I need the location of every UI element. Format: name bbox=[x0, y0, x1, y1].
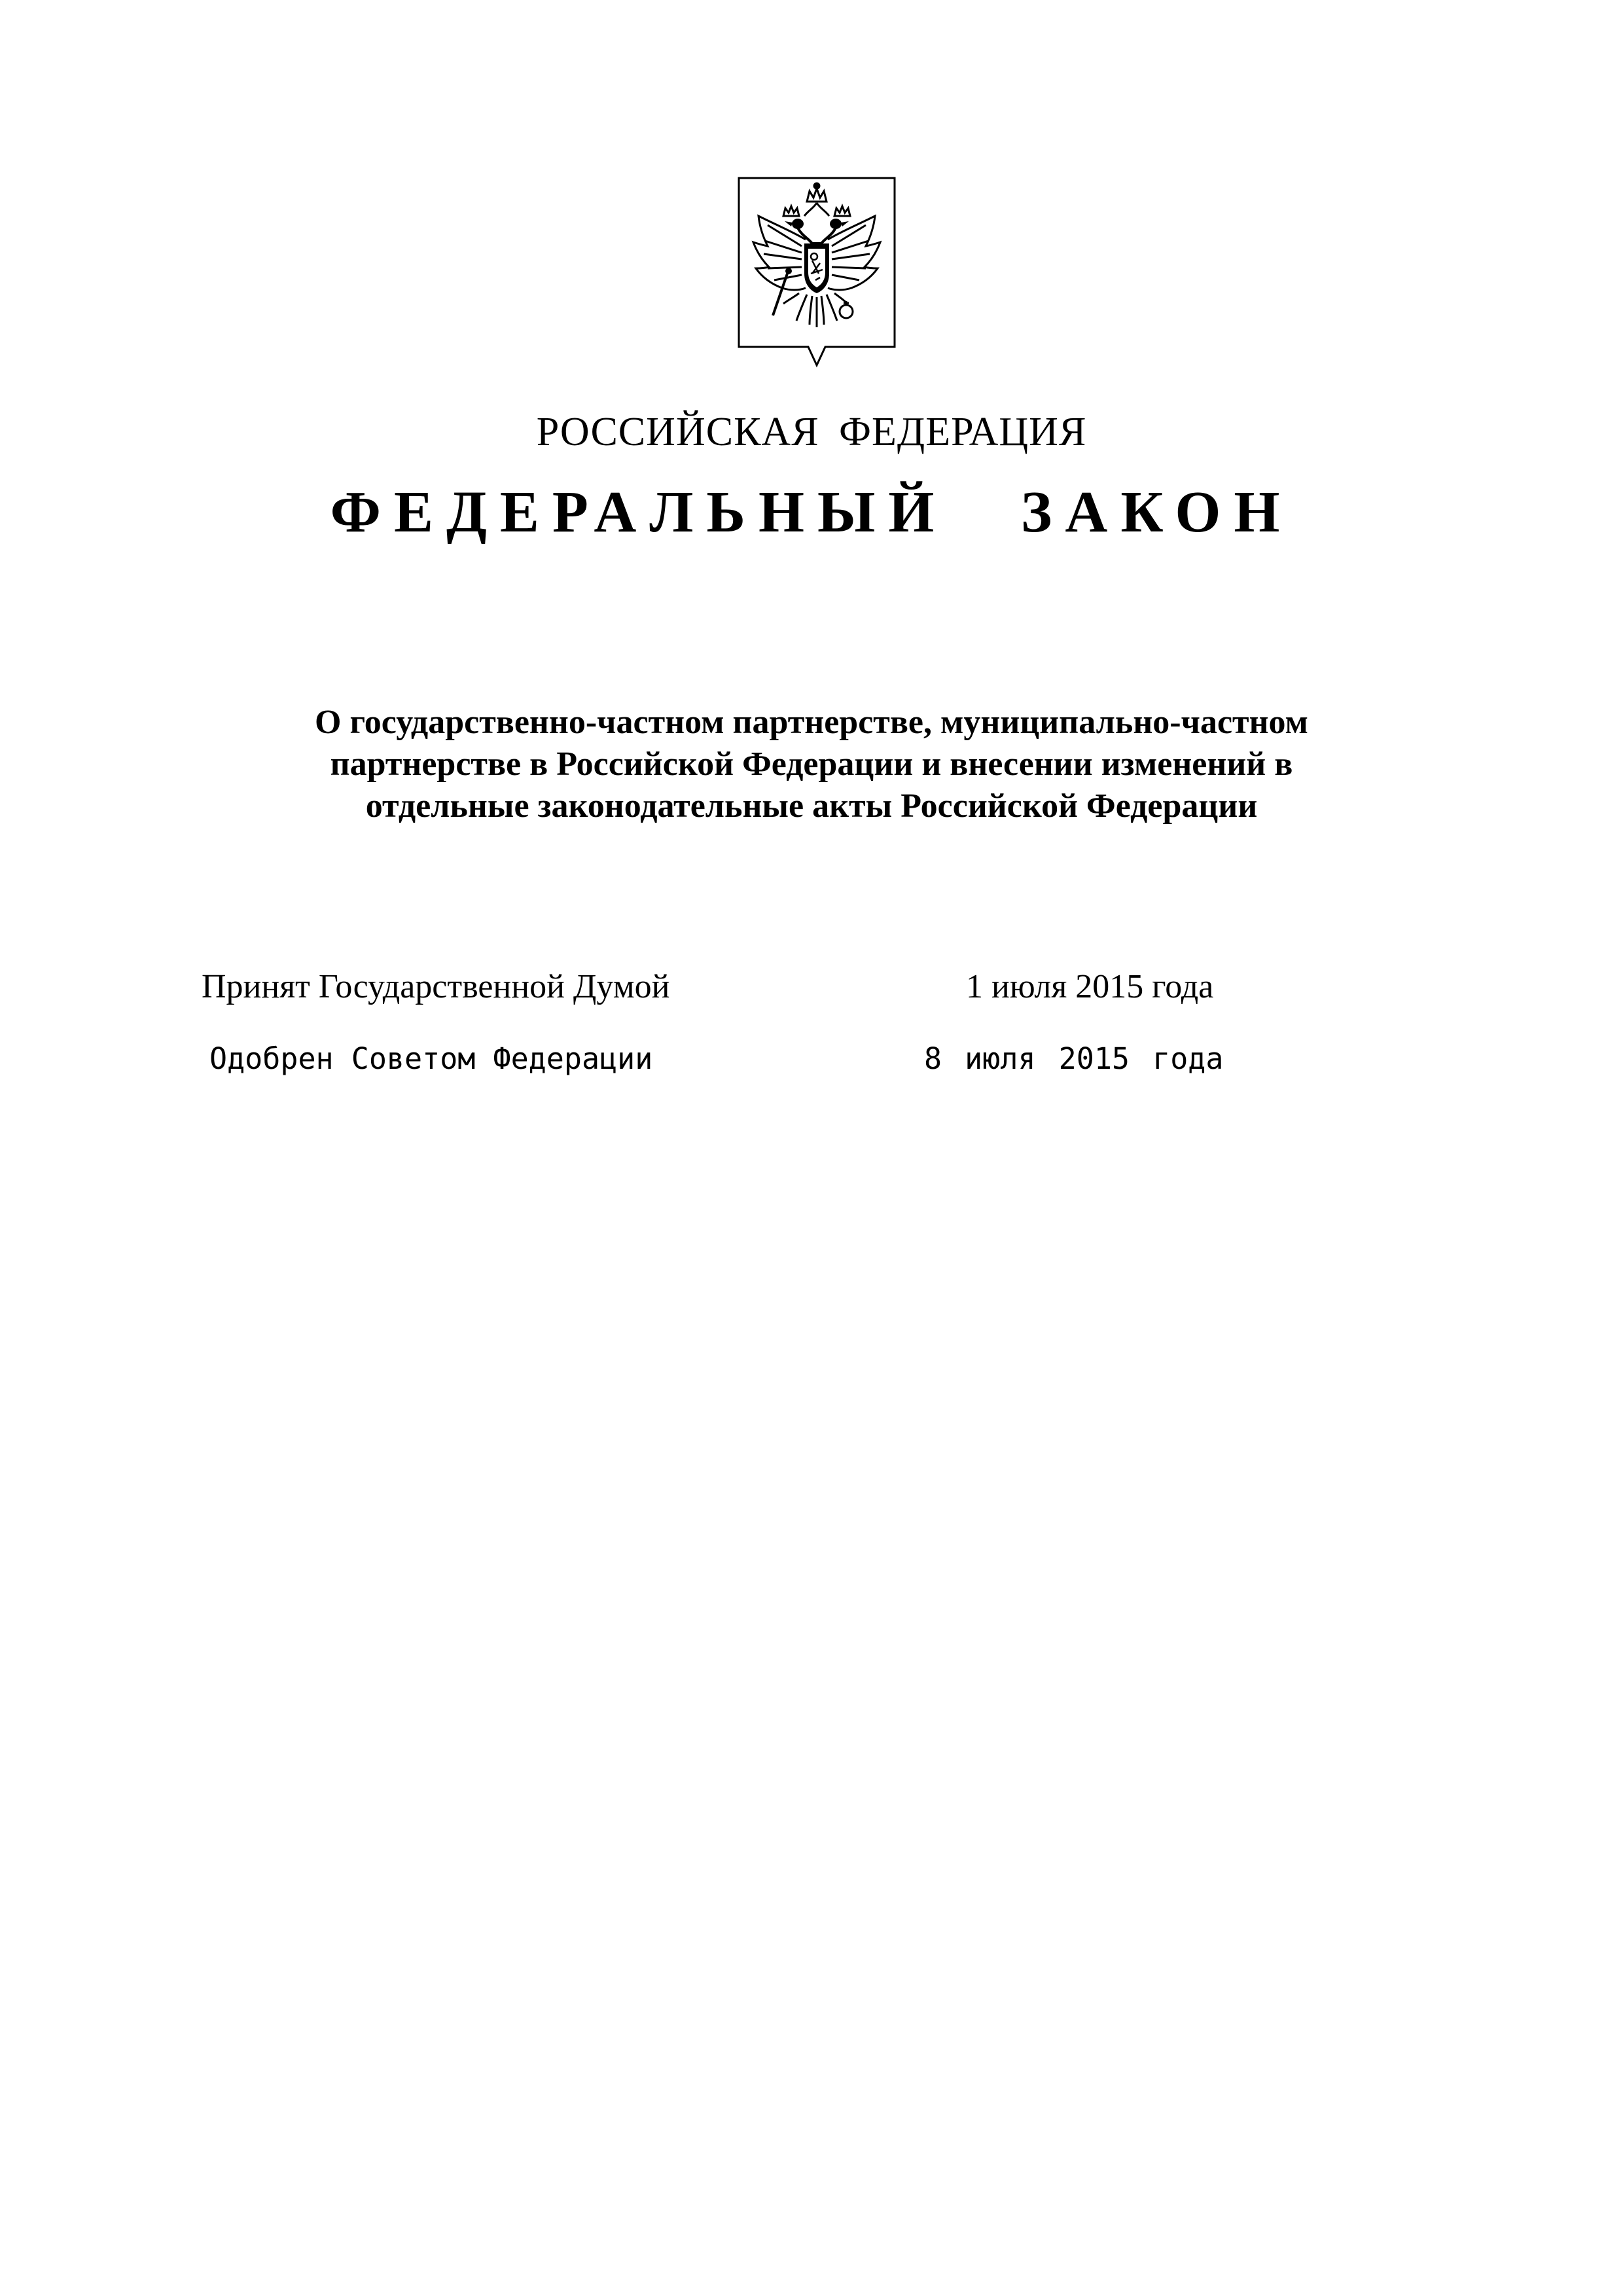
duma-adoption-label: Принят Государственной Думой bbox=[202, 968, 670, 1005]
country-name: РОССИЙСКАЯ ФЕДЕРАЦИЯ bbox=[536, 410, 1087, 454]
duma-adoption-date: 1 июля 2015 года bbox=[966, 968, 1214, 1005]
law-title-line: партнерстве в Российской Федерации и внесении изменений в bbox=[330, 745, 1293, 783]
law-title-line: отдельные законодательные акты Российской Федерации bbox=[365, 787, 1258, 825]
russian-coat-of-arms-icon bbox=[736, 175, 897, 369]
law-title bbox=[196, 702, 1427, 827]
council-approval-date: 8 июля 2015 года bbox=[924, 1041, 1224, 1076]
law-title-line: О государственно-частном партнерстве, муниципально-частном bbox=[315, 704, 1308, 741]
council-approval-label: Одобрен Советом Федерации bbox=[209, 1041, 653, 1076]
document-type-heading: ФЕДЕРАЛЬНЫЙ ЗАКОН bbox=[330, 480, 1293, 545]
